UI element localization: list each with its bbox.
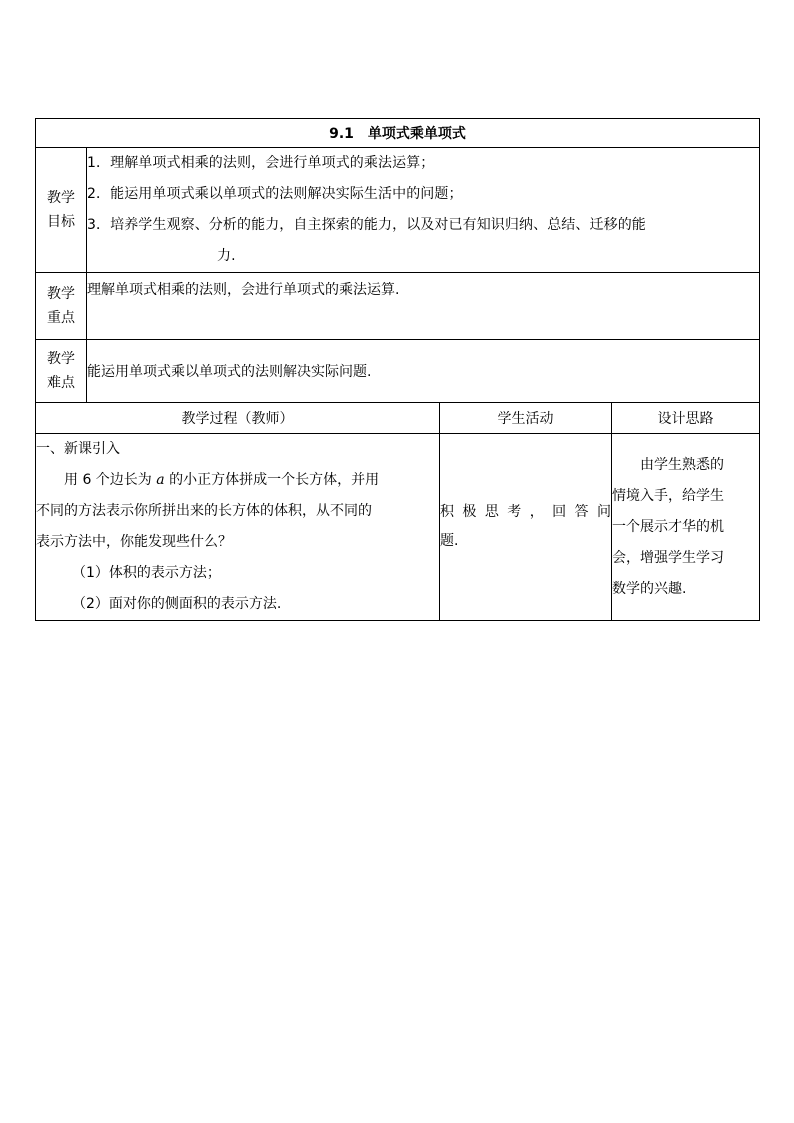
design-line-3: 一个展示才华的机 (612, 518, 724, 535)
goals-label: 教学 目标 (36, 148, 87, 273)
lesson-number: 9.1 (329, 126, 354, 142)
process-question-1: （1）体积的表示方法； (72, 565, 221, 581)
process-heading: 一、新课引入 (36, 441, 120, 457)
design-line-5: 数学的兴趣. (612, 580, 687, 597)
difficulties-label: 教学 难点 (36, 340, 87, 403)
student-activity-char: 极 (462, 504, 477, 520)
lesson-title (36, 119, 760, 148)
student-activity-line-2: 题. (440, 533, 459, 549)
goals-content (87, 148, 760, 273)
key-points-label: 教学 重点 (36, 273, 87, 340)
student-activity-char: 问 (596, 504, 611, 520)
process-paragraph-line-3: 表示方法中，你能发现些什么？ (36, 534, 232, 550)
student-activity-char: ， (529, 504, 544, 520)
column-header-design: 设计思路 (612, 403, 760, 434)
student-activity-char: 回 (552, 504, 567, 520)
student-activity-char: 考 (507, 504, 522, 520)
lesson-plan-table (35, 118, 760, 621)
process-question-2: （2）面对你的侧面积的表示方法. (72, 596, 282, 612)
student-activity-content (440, 434, 612, 621)
student-activity-line-1 (440, 498, 611, 527)
student-activity-char: 答 (574, 504, 589, 520)
lesson-title-text: 单项式乘单项式 (367, 126, 466, 142)
process-content (36, 434, 440, 621)
goal-item-3: 3．培养学生观察、分析的能力，自主探索的能力，以及对已有知识归纳、总结、迁移的能 (87, 217, 646, 233)
design-line-4: 会，增强学生学习 (612, 549, 724, 566)
student-activity-char: 思 (484, 504, 499, 520)
difficulties-content: 能运用单项式乘以单项式的法则解决实际问题. (87, 340, 760, 403)
column-header-student: 学生活动 (440, 403, 612, 434)
column-header-process: 教学过程（教师） (36, 403, 440, 434)
design-line-2: 情境入手，给学生 (612, 487, 724, 504)
process-paragraph-line-1: 用 6 个边长为 a 的小正方体拼成一个长方体，并用 (64, 472, 380, 488)
goal-item-1: 1．理解单项式相乘的法则，会进行单项式的乘法运算； (87, 155, 435, 171)
design-line-1: 由学生熟悉的 (640, 456, 724, 473)
design-rationale-content (612, 434, 760, 621)
process-paragraph-line-2: 不同的方法表示你所拼出来的长方体的体积，从不同的 (36, 503, 372, 519)
student-activity-char: 积 (440, 504, 454, 520)
variable-a: a (156, 472, 165, 488)
goal-item-2: 2．能运用单项式乘以单项式的法则解决实际生活中的问题； (87, 186, 463, 202)
key-points-content: 理解单项式相乘的法则，会进行单项式的乘法运算. (87, 273, 760, 340)
goal-item-3-wrap: 力. (217, 248, 236, 264)
